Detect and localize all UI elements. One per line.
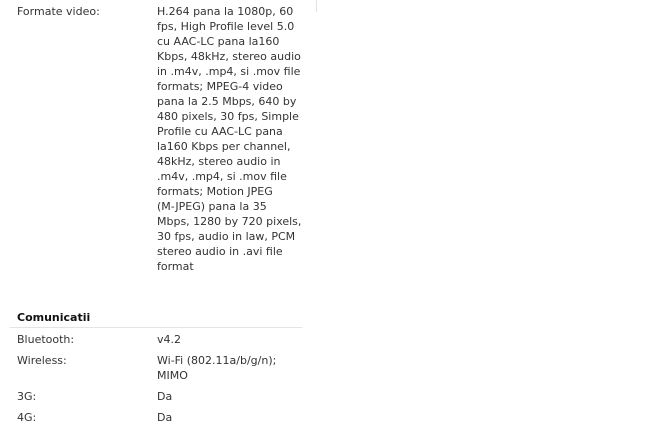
spec-value-line: Kbps, 48kHz, stereo audio (157, 50, 301, 63)
spec-value-line: 48kHz, stereo audio in (157, 155, 281, 168)
spec-value-3g: Da (157, 390, 173, 403)
spec-label-wireless: Wireless: (17, 354, 67, 367)
spec-value-line: in .m4v, .mp4, si .mov file (157, 65, 301, 78)
spec-value-line: formats; Motion JPEG (157, 185, 273, 198)
spec-value-line: Profile cu AAC-LC pana (157, 125, 283, 138)
spec-value-line: pana la 2.5 Mbps, 640 by (157, 95, 297, 108)
spec-value-line: Mbps, 1280 by 720 pixels, (157, 215, 302, 228)
spec-value-line: H.264 pana la 1080p, 60 (157, 5, 294, 18)
section-divider (10, 327, 302, 328)
spec-value-line: fps, High Profile level 5.0 (157, 20, 295, 33)
panel-edge (316, 0, 317, 12)
spec-label-4g: 4G: (17, 411, 37, 424)
spec-value-line: cu AAC-LC pana la160 (157, 35, 280, 48)
spec-value-video-formats (157, 4, 302, 274)
spec-value-line: 30 fps, audio in law, PCM (157, 230, 296, 243)
spec-value-bluetooth: v4.2 (157, 333, 182, 346)
spec-value-4g: Da (157, 411, 173, 424)
spec-value-line: la160 Kbps per channel, (157, 140, 291, 153)
spec-value-line: Wi-Fi (802.11a/b/g/n); (157, 354, 277, 367)
spec-value-line: 480 pixels, 30 fps, Simple (157, 110, 299, 123)
spec-label-bluetooth: Bluetooth: (17, 333, 75, 346)
section-title-communications: Comunicatii (17, 311, 91, 324)
spec-value-line: stereo audio in .avi file (157, 245, 283, 258)
spec-value-line: formats; MPEG-4 video (157, 80, 283, 93)
spec-value-line: .m4v, .mp4, si .mov file (157, 170, 287, 183)
specifications-panel (0, 0, 316, 443)
spec-value-line: (M-JPEG) pana la 35 (157, 200, 267, 213)
spec-value-line: MIMO (157, 369, 188, 382)
spec-label-video-formats: Formate video: (17, 5, 100, 18)
spec-value-wireless (157, 353, 302, 383)
spec-label-3g: 3G: (17, 390, 37, 403)
spec-value-line: format (157, 260, 194, 273)
